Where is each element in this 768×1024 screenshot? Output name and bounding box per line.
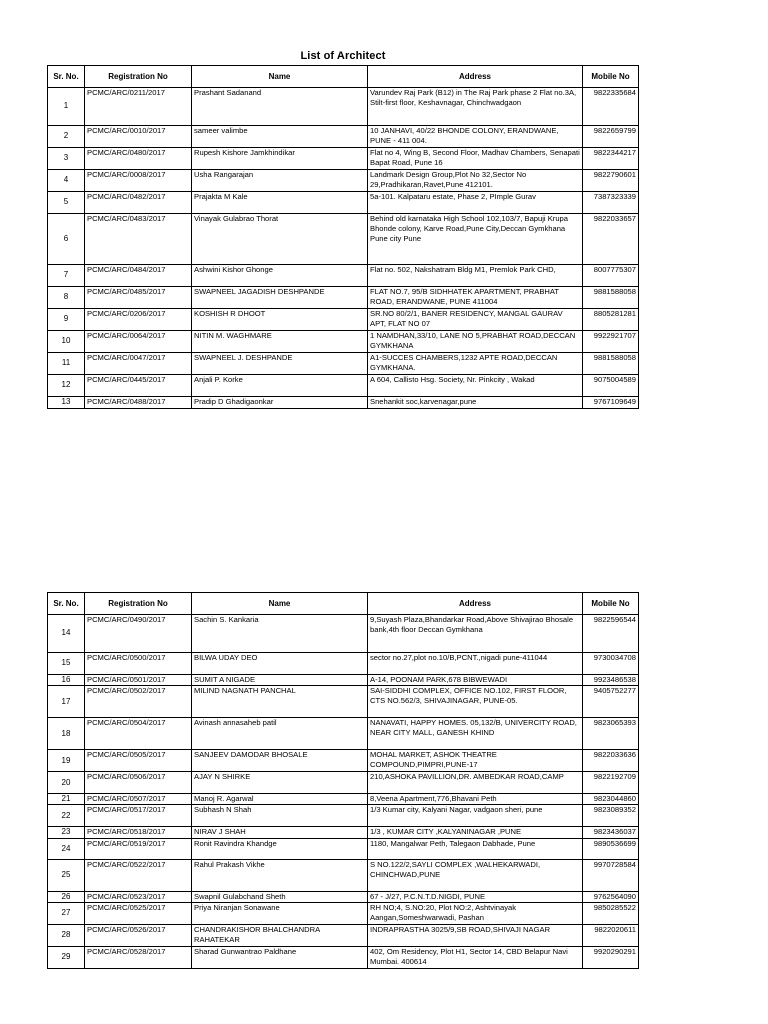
address-cell: sector no.27,plot no.10/B,PCNT.,nigadi pune-411044 <box>368 653 583 675</box>
name-cell: CHANDRAKISHOR BHALCHANDRA RAHATEKAR <box>192 924 368 946</box>
sr-no-cell: 17 <box>48 686 85 718</box>
table-row <box>48 375 639 397</box>
table-header-row <box>48 593 639 615</box>
sr-no-cell: 8 <box>48 287 85 309</box>
sr-no-cell: 20 <box>48 772 85 794</box>
mobile-no-cell: 9823436037 <box>583 827 639 838</box>
address-cell: FLAT NO.7, 95/B SIDHHATEK APARTMENT, PRABHAT ROAD, ERANDWANE, PUNE 411004 <box>368 287 583 309</box>
table-row <box>48 265 639 287</box>
address-cell: INDRAPRASTHA 3025/9,SB ROAD,SHIVAJI NAGAR <box>368 924 583 946</box>
mobile-no-cell: 9822790601 <box>583 170 639 192</box>
table-row <box>48 924 639 946</box>
mobile-no-cell: 9762564090 <box>583 891 639 902</box>
mobile-no-cell: 9890536699 <box>583 838 639 859</box>
table-header-row <box>48 66 639 88</box>
sr-no-cell: 26 <box>48 891 85 902</box>
registration-no-cell: PCMC/ARC/0483/2017 <box>85 214 192 265</box>
registration-no-cell: PCMC/ARC/0504/2017 <box>85 718 192 750</box>
mobile-no-cell: 9822033657 <box>583 214 639 265</box>
mobile-no-cell: 9922921707 <box>583 331 639 353</box>
table-row <box>48 615 639 653</box>
name-cell: Swapnil Gulabchand Sheth <box>192 891 368 902</box>
address-cell: Flat no. 502, Nakshatram Bldg M1, Premlok Park CHD, <box>368 265 583 287</box>
registration-no-cell: PCMC/ARC/0485/2017 <box>85 287 192 309</box>
name-cell: Anjali P. Korke <box>192 375 368 397</box>
registration-no-cell: PCMC/ARC/0526/2017 <box>85 924 192 946</box>
table-row <box>48 891 639 902</box>
sr-no-cell: 19 <box>48 750 85 772</box>
mobile-no-cell: 9823065393 <box>583 718 639 750</box>
address-cell: 1/3 Kumar city, Kalyani Nagar, vadgaon sheri, pune <box>368 805 583 827</box>
address-cell: NANAVATI, HAPPY HOMES. 05,132/B, UNIVERCITY ROAD, NEAR CITY MALL, GANESH KHIND <box>368 718 583 750</box>
sr-no-cell: 4 <box>48 170 85 192</box>
address-cell: A1-SUCCES CHAMBERS,1232 APTE ROAD,DECCAN GYMKHANA. <box>368 353 583 375</box>
address-cell: 1 NAMDHAN,33/10, LANE NO 5,PRABHAT ROAD,DECCAN GYMKHANA <box>368 331 583 353</box>
name-cell: NITIN M. WAGHMARE <box>192 331 368 353</box>
registration-no-cell: PCMC/ARC/0480/2017 <box>85 148 192 170</box>
name-cell: Pradip D Ghadigaonkar <box>192 397 368 409</box>
mobile-no-cell: 7387323339 <box>583 192 639 214</box>
mobile-no-cell: 9970728584 <box>583 859 639 891</box>
registration-no-cell: PCMC/ARC/0505/2017 <box>85 750 192 772</box>
name-cell: sameer valimbe <box>192 126 368 148</box>
mobile-no-cell: 9923486538 <box>583 675 639 686</box>
sr-no-cell: 9 <box>48 309 85 331</box>
mobile-no-cell: 9823044860 <box>583 794 639 805</box>
architect-table-2 <box>47 592 639 969</box>
address-cell: A-14, POONAM PARK,678 BIBWEWADI <box>368 675 583 686</box>
header-registration-no: Registration No <box>85 593 192 615</box>
registration-no-cell: PCMC/ARC/0523/2017 <box>85 891 192 902</box>
registration-no-cell: PCMC/ARC/0008/2017 <box>85 170 192 192</box>
table-row <box>48 794 639 805</box>
table-row <box>48 214 639 265</box>
name-cell: Usha Rangarajan <box>192 170 368 192</box>
header-mobile-no: Mobile No <box>583 66 639 88</box>
mobile-no-cell: 9823089352 <box>583 805 639 827</box>
address-cell: SR.NO 80/2/1, BANER RESIDENCY, MANGAL GAURAV APT, FLAT NO 07 <box>368 309 583 331</box>
header-sr-no: Sr. No. <box>48 593 85 615</box>
name-cell: Ronit Ravindra Khandge <box>192 838 368 859</box>
table-row <box>48 805 639 827</box>
registration-no-cell: PCMC/ARC/0445/2017 <box>85 375 192 397</box>
registration-no-cell: PCMC/ARC/0517/2017 <box>85 805 192 827</box>
address-cell: A 604, Callisto Hsg. Society, Nr. Pinkcity , Wakad <box>368 375 583 397</box>
table-row <box>48 827 639 838</box>
address-cell: Varundev Raj Park (B12) in The Raj Park phase 2 Flat no.3A, Stilt-first floor, Keshavnagar, Chinchwadgaon <box>368 88 583 126</box>
sr-no-cell: 12 <box>48 375 85 397</box>
header-address: Address <box>368 66 583 88</box>
registration-no-cell: PCMC/ARC/0528/2017 <box>85 946 192 968</box>
table-row <box>48 309 639 331</box>
name-cell: SWAPNEEL JAGADISH DESHPANDE <box>192 287 368 309</box>
mobile-no-cell: 9920290291 <box>583 946 639 968</box>
name-cell: NIRAV J SHAH <box>192 827 368 838</box>
registration-no-cell: PCMC/ARC/0501/2017 <box>85 675 192 686</box>
sr-no-cell: 27 <box>48 902 85 924</box>
sr-no-cell: 7 <box>48 265 85 287</box>
sr-no-cell: 21 <box>48 794 85 805</box>
registration-no-cell: PCMC/ARC/0502/2017 <box>85 686 192 718</box>
name-cell: MILIND NAGNATH PANCHAL <box>192 686 368 718</box>
registration-no-cell: PCMC/ARC/0211/2017 <box>85 88 192 126</box>
table-row <box>48 946 639 968</box>
registration-no-cell: PCMC/ARC/0010/2017 <box>85 126 192 148</box>
name-cell: Subhash N Shah <box>192 805 368 827</box>
sr-no-cell: 3 <box>48 148 85 170</box>
address-cell: RH NO;4, S.NO:20, Plot NO:2, Ashtvinayak Aangan,Someshwarwadi, Pashan <box>368 902 583 924</box>
name-cell: SUMIT A NIGADE <box>192 675 368 686</box>
table-row <box>48 192 639 214</box>
sr-no-cell: 22 <box>48 805 85 827</box>
address-cell: SAI-SIDDHI COMPLEX, OFFICE NO.102, FIRST FLOOR, CTS NO.562/3, SHIVAJINAGAR, PUNE-05. <box>368 686 583 718</box>
mobile-no-cell: 9730034708 <box>583 653 639 675</box>
sr-no-cell: 18 <box>48 718 85 750</box>
name-cell: KOSHISH R DHOOT <box>192 309 368 331</box>
sr-no-cell: 2 <box>48 126 85 148</box>
name-cell: AJAY N SHIRKE <box>192 772 368 794</box>
registration-no-cell: PCMC/ARC/0064/2017 <box>85 331 192 353</box>
sr-no-cell: 6 <box>48 214 85 265</box>
sr-no-cell: 11 <box>48 353 85 375</box>
header-mobile-no: Mobile No <box>583 593 639 615</box>
table-row <box>48 148 639 170</box>
header-address: Address <box>368 593 583 615</box>
sr-no-cell: 13 <box>48 397 85 409</box>
table-row <box>48 287 639 309</box>
name-cell: Rahul Prakash Vikhe <box>192 859 368 891</box>
registration-no-cell: PCMC/ARC/0484/2017 <box>85 265 192 287</box>
table-row <box>48 718 639 750</box>
header-name: Name <box>192 593 368 615</box>
mobile-no-cell: 8805281281 <box>583 309 639 331</box>
table-row <box>48 750 639 772</box>
mobile-no-cell: 9822335684 <box>583 88 639 126</box>
registration-no-cell: PCMC/ARC/0522/2017 <box>85 859 192 891</box>
table-row <box>48 170 639 192</box>
mobile-no-cell: 9075004589 <box>583 375 639 397</box>
sr-no-cell: 16 <box>48 675 85 686</box>
address-cell: 1/3 , KUMAR CITY ,KALYANINAGAR ,PUNE <box>368 827 583 838</box>
name-cell: Ashwini Kishor Ghonge <box>192 265 368 287</box>
address-cell: 5a-101. Kalpataru estate, Phase 2, PImple Gurav <box>368 192 583 214</box>
address-cell: Snehankit soc,karvenagar,pune <box>368 397 583 409</box>
address-cell: Behind old karnataka High School 102,103/7, Bapuji Krupa Bhonde colony, Karve Road,Pune City,Deccan Gymkhana Pune city Pune <box>368 214 583 265</box>
name-cell: Sachin S. Kankaria <box>192 615 368 653</box>
address-cell: Flat no 4, Wing B, Second Floor, Madhav Chambers, Senapati Bapat Road, Pune 16 <box>368 148 583 170</box>
table-row <box>48 838 639 859</box>
name-cell: Priya Niranjan Sonawane <box>192 902 368 924</box>
address-cell: 10 JANHAVI, 40/22 BHONDE COLONY, ERANDWANE, PUNE - 411 004. <box>368 126 583 148</box>
registration-no-cell: PCMC/ARC/0047/2017 <box>85 353 192 375</box>
sr-no-cell: 25 <box>48 859 85 891</box>
mobile-no-cell: 9822192709 <box>583 772 639 794</box>
mobile-no-cell: 9822659799 <box>583 126 639 148</box>
header-registration-no: Registration No <box>85 66 192 88</box>
name-cell: Manoj R. Agarwal <box>192 794 368 805</box>
header-name: Name <box>192 66 368 88</box>
registration-no-cell: PCMC/ARC/0488/2017 <box>85 397 192 409</box>
registration-no-cell: PCMC/ARC/0506/2017 <box>85 772 192 794</box>
name-cell: BILWA UDAY DEO <box>192 653 368 675</box>
table-row <box>48 88 639 126</box>
sr-no-cell: 23 <box>48 827 85 838</box>
address-cell: 9,Suyash Plaza,Bhandarkar Road,Above Shivajirao Bhosale bank,4th floor Deccan Gymkhana <box>368 615 583 653</box>
address-cell: 402, Om Residency, Plot H1, Sector 14, CBD Belapur Navi Mumbai. 400614 <box>368 946 583 968</box>
registration-no-cell: PCMC/ARC/0500/2017 <box>85 653 192 675</box>
sr-no-cell: 24 <box>48 838 85 859</box>
registration-no-cell: PCMC/ARC/0507/2017 <box>85 794 192 805</box>
mobile-no-cell: 9881588058 <box>583 287 639 309</box>
mobile-no-cell: 9881588058 <box>583 353 639 375</box>
page-title: List of Architect <box>300 50 386 62</box>
table-row <box>48 126 639 148</box>
mobile-no-cell: 9850285522 <box>583 902 639 924</box>
registration-no-cell: PCMC/ARC/0482/2017 <box>85 192 192 214</box>
registration-no-cell: PCMC/ARC/0525/2017 <box>85 902 192 924</box>
sr-no-cell: 5 <box>48 192 85 214</box>
mobile-no-cell: 9822020611 <box>583 924 639 946</box>
address-cell: 8,Veena Apartment,776,Bhavani Peth <box>368 794 583 805</box>
table-row <box>48 353 639 375</box>
table-row <box>48 772 639 794</box>
address-cell: Landmark Design Group,Plot No 32,Sector No 29,Pradhikaran,Ravet,Pune 412101. <box>368 170 583 192</box>
name-cell: Vinayak Gulabrao Thorat <box>192 214 368 265</box>
registration-no-cell: PCMC/ARC/0519/2017 <box>85 838 192 859</box>
mobile-no-cell: 9822344217 <box>583 148 639 170</box>
table-row <box>48 859 639 891</box>
sr-no-cell: 15 <box>48 653 85 675</box>
table-row <box>48 675 639 686</box>
address-cell: 210,ASHOKA PAVILLION,DR. AMBEDKAR ROAD,CAMP <box>368 772 583 794</box>
mobile-no-cell: 9822033636 <box>583 750 639 772</box>
registration-no-cell: PCMC/ARC/0206/2017 <box>85 309 192 331</box>
address-cell: 67 - J/27, P.C.N.T.D.NIGDI, PUNE <box>368 891 583 902</box>
header-sr-no: Sr. No. <box>48 66 85 88</box>
architect-table-1 <box>47 65 639 409</box>
name-cell: Prashant Sadanand <box>192 88 368 126</box>
sr-no-cell: 29 <box>48 946 85 968</box>
name-cell: Sharad Gunwantrao Paldhane <box>192 946 368 968</box>
table-row <box>48 902 639 924</box>
sr-no-cell: 14 <box>48 615 85 653</box>
name-cell: Rupesh Kishore Jamkhindikar <box>192 148 368 170</box>
sr-no-cell: 10 <box>48 331 85 353</box>
name-cell: SANJEEV DAMODAR BHOSALE <box>192 750 368 772</box>
table-row <box>48 686 639 718</box>
name-cell: Avinash annasaheb patil <box>192 718 368 750</box>
address-cell: MOHAL MARKET, ASHOK THEATRE COMPOUND,PIMPRI,PUNE-17 <box>368 750 583 772</box>
address-cell: 1180, Mangalwar Peth, Talegaon Dabhade, Pune <box>368 838 583 859</box>
address-cell: S NO.122/2,SAYLI COMPLEX ,WALHEKARWADI, CHINCHWAD,PUNE <box>368 859 583 891</box>
sr-no-cell: 1 <box>48 88 85 126</box>
registration-no-cell: PCMC/ARC/0490/2017 <box>85 615 192 653</box>
table-row <box>48 653 639 675</box>
registration-no-cell: PCMC/ARC/0518/2017 <box>85 827 192 838</box>
table-row <box>48 397 639 409</box>
mobile-no-cell: 9767109649 <box>583 397 639 409</box>
sr-no-cell: 28 <box>48 924 85 946</box>
name-cell: Prajakta M Kale <box>192 192 368 214</box>
mobile-no-cell: 9822596544 <box>583 615 639 653</box>
name-cell: SWAPNEEL J. DESHPANDE <box>192 353 368 375</box>
mobile-no-cell: 8007775307 <box>583 265 639 287</box>
table-row <box>48 331 639 353</box>
mobile-no-cell: 9405752277 <box>583 686 639 718</box>
